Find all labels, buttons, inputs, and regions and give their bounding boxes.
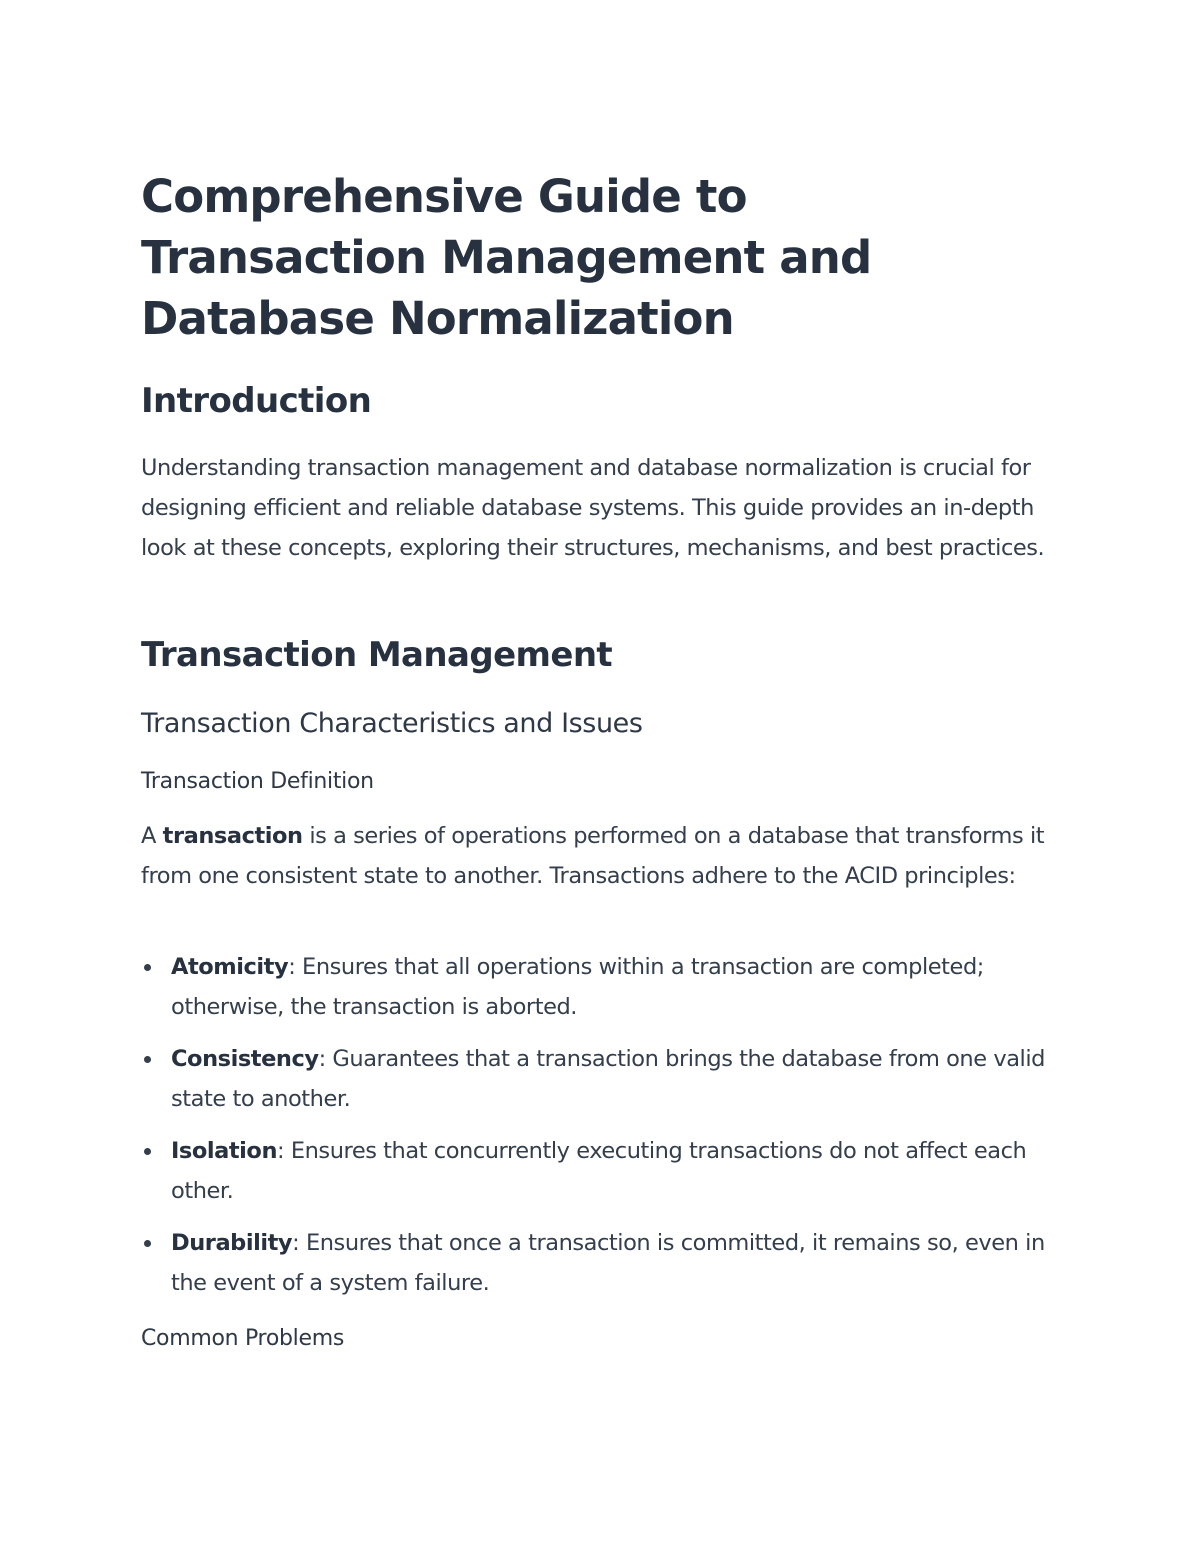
bullet-icon bbox=[144, 1056, 151, 1063]
acid-term: Durability bbox=[171, 1230, 293, 1256]
section-heading-introduction: Introduction bbox=[141, 381, 372, 421]
introduction-paragraph: Understanding transaction management and database normalization is crucial for designing efficient and reliable database systems. This guide provides an in-depth look at these concepts, exploring their structures, mechanisms, and best practices. bbox=[141, 455, 1045, 561]
transaction-definition-paragraph bbox=[141, 816, 1056, 896]
list-item-durability bbox=[141, 1223, 1061, 1303]
definition-lead-rest: is a series of operations performed on a database that transforms it from one consistent state to another. Transactions adhere to the ACID principles: bbox=[141, 823, 1045, 889]
definition-lead-prefix: A bbox=[141, 823, 163, 849]
acid-list bbox=[141, 947, 1061, 1315]
heading-transaction-definition: Transaction Definition bbox=[141, 769, 374, 794]
bullet-icon bbox=[144, 1240, 151, 1247]
acid-term: Atomicity bbox=[171, 954, 289, 980]
acid-term: Isolation bbox=[171, 1138, 278, 1164]
acid-description: : Ensures that concurrently executing transactions do not affect each other. bbox=[171, 1138, 1027, 1204]
heading-common-problems: Common Problems bbox=[141, 1326, 344, 1351]
acid-description: : Guarantees that a transaction brings the database from one valid state to another. bbox=[171, 1046, 1045, 1112]
subsection-heading-characteristics: Transaction Characteristics and Issues bbox=[141, 708, 643, 739]
list-item-isolation bbox=[141, 1131, 1061, 1211]
list-item-atomicity bbox=[141, 947, 1061, 1027]
list-item-consistency bbox=[141, 1039, 1061, 1119]
acid-term: Consistency bbox=[171, 1046, 319, 1072]
definition-term-transaction: transaction bbox=[162, 823, 303, 849]
section-heading-transaction-management: Transaction Management bbox=[141, 635, 613, 675]
bullet-icon bbox=[144, 964, 151, 971]
acid-description: : Ensures that all operations within a transaction are completed; otherwise, the transaction is aborted. bbox=[171, 954, 984, 1020]
document-title: Comprehensive Guide to Transaction Management and Database Normalization bbox=[141, 170, 872, 345]
acid-description: : Ensures that once a transaction is committed, it remains so, even in the event of a system failure. bbox=[171, 1230, 1045, 1296]
bullet-icon bbox=[144, 1148, 151, 1155]
